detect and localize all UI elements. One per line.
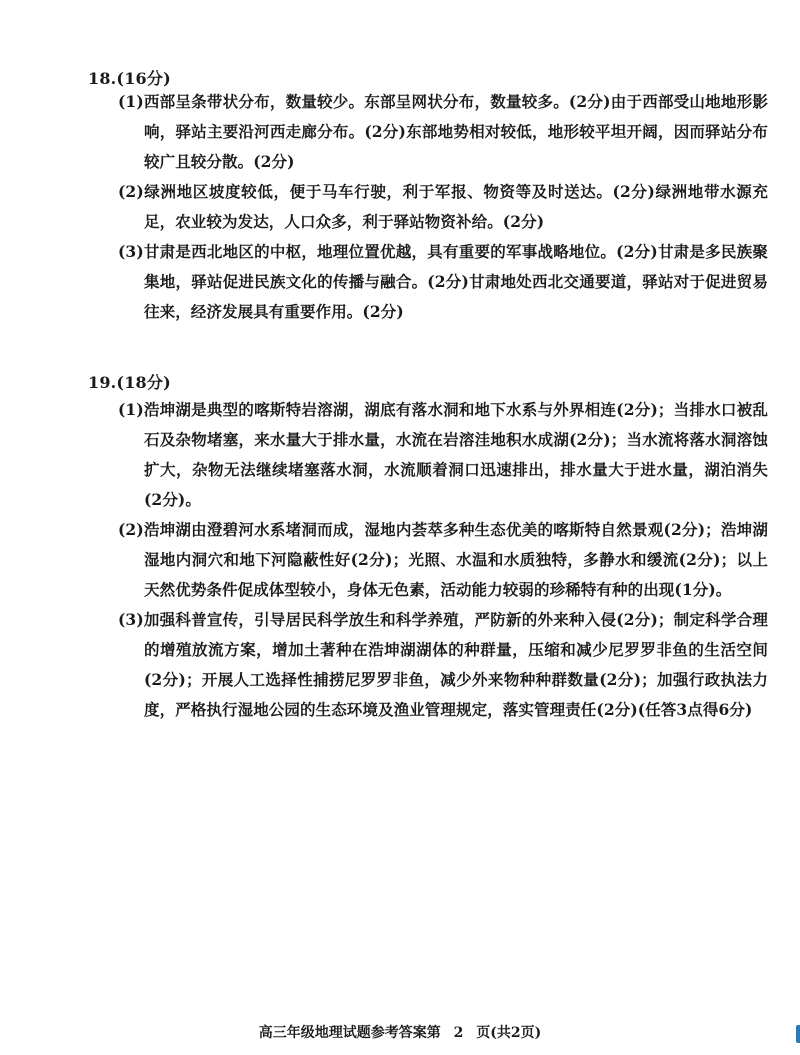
q19-part-1: (1)浩坤湖是典型的喀斯特岩溶湖，湖底有落水洞和地下水系与外界相连(2分)；当排水口被乱石及杂物堵塞，来水量大于排水量，水流在岩溶洼地积水成湖(2分)；当水流将落水洞溶蚀扩大，杂物无法继续堵塞落水洞，水流顺着洞口迅速排出，排水量大于进水量，湖泊消失(2分)。	[118, 400, 768, 509]
footer-suffix: 页(共2页)	[476, 1025, 542, 1041]
page-footer	[0, 1022, 800, 1042]
question-18-heading: 18.(16分)	[88, 69, 171, 88]
question-18-answers	[118, 87, 768, 327]
q18-part-2: (2)绿洲地区坡度较低，便于马车行驶，利于军报、物资等及时送达。(2分)绿洲地带水源充足，农业较为发达，人口众多，利于驿站物资补给。(2分)	[118, 182, 768, 231]
q19-part-3: (3)加强科普宣传，引导居民科学放生和科学养殖，严防新的外来种入侵(2分)；制定科学合理的增殖放流方案，增加土著种在浩坤湖湖体的种群量，压缩和减少尼罗罗非鱼的生活空间(2分)；开展人工选择性捕捞尼罗罗非鱼，减少外来物种种群数量(2分)；加强行政执法力度，严格执行湿地公园的生态环境及渔业管理规定，落实管理责任(2分)(任答3点得6分)	[118, 610, 768, 719]
question-19-answers	[118, 395, 768, 725]
q18-part-3: (3)甘肃是西北地区的中枢，地理位置优越，具有重要的军事战略地位。(2分)甘肃是多民族聚集地，驿站促进民族文化的传播与融合。(2分)甘肃地处西北交通要道，驿站对于促进贸易往来，经济发展具有重要作用。(2分)	[118, 242, 768, 321]
q19-part-2: (2)浩坤湖由澄碧河水系堵洞而成，湿地内荟萃多种生态优美的喀斯特自然景观(2分)；浩坤湖湿地内洞穴和地下河隐蔽性好(2分)；光照、水温和水质独特，多静水和缓流(2分)；以上天然优势条件促成体型较小，身体无色素，活动能力较弱的珍稀特有种的出现(1分)。	[118, 520, 768, 599]
footer-prefix: 高三年级地理试题参考答案第	[258, 1025, 441, 1041]
question-19-heading: 19.(18分)	[88, 373, 171, 392]
corner-edge-mark	[796, 1025, 800, 1043]
footer-page-number: 2	[453, 1025, 464, 1041]
q18-part-1: (1)西部呈条带状分布，数量较少。东部呈网状分布，数量较多。(2分)由于西部受山地地形影响，驿站主要沿河西走廊分布。(2分)东部地势相对较低，地形较平坦开阔，因而驿站分布较广且较分散。(2分)	[118, 92, 768, 171]
